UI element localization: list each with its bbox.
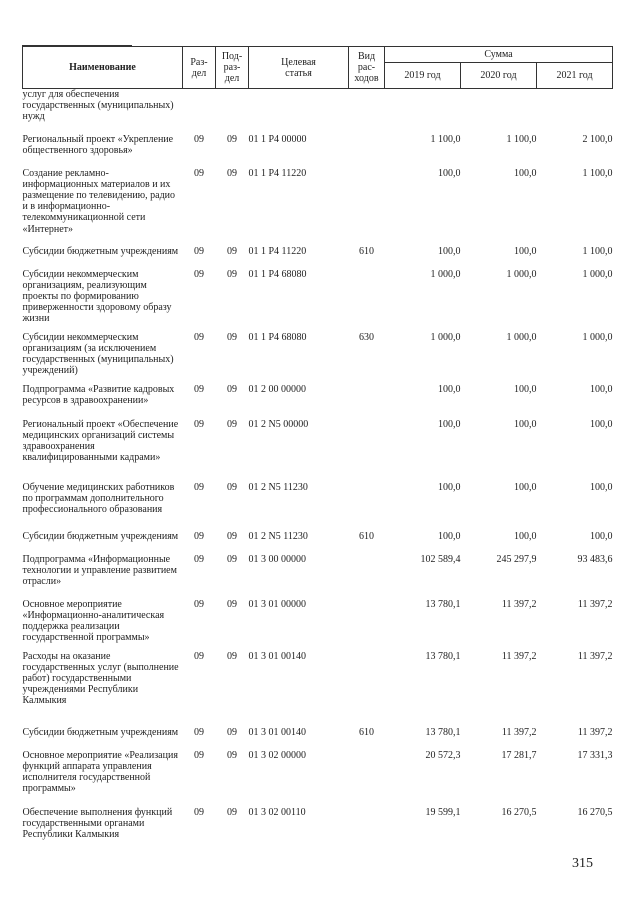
cell-podrazdel: 09 <box>227 650 237 662</box>
cell-sum-2019: 102 589,4 <box>420 553 461 565</box>
cell-podrazdel: 09 <box>227 726 237 738</box>
cell-sum-2019: 100,0 <box>438 245 461 257</box>
cell-razdel: 09 <box>194 245 204 257</box>
cell-sum-2020: 245 297,9 <box>496 553 537 565</box>
cell-name: Субсидии некоммерческим организациям, реализующим проекты по формированию приверженности здоровому образу жизни <box>22 268 172 325</box>
table-row <box>23 651 613 727</box>
column-header-2019: 2019 год <box>385 63 461 89</box>
cell-sum-2021: 17 331,3 <box>577 749 613 761</box>
cell-expense-type <box>349 599 385 651</box>
cell-sum-2019: 1 000,0 <box>430 268 461 280</box>
column-header-name: Наименование <box>23 47 183 89</box>
cell-target-article: 01 2 N5 11230 <box>248 530 308 542</box>
cell-sum-2020: 100,0 <box>514 418 537 430</box>
cell-expense-type: 610 <box>359 245 374 257</box>
cell-razdel: 09 <box>194 268 204 280</box>
cell-sum-2019: 13 780,1 <box>425 650 461 662</box>
cell-target-article: 01 3 02 00000 <box>248 749 306 761</box>
cell-razdel <box>183 89 216 134</box>
cell-sum-2020: 17 281,7 <box>501 749 537 761</box>
cell-razdel: 09 <box>194 331 204 343</box>
cell-sum-2019: 100,0 <box>438 481 461 493</box>
table-row <box>23 246 613 269</box>
cell-expense-type <box>349 168 385 246</box>
cell-podrazdel: 09 <box>227 553 237 565</box>
cell-sum-2021: 2 100,0 <box>582 133 613 145</box>
table-row <box>23 168 613 246</box>
column-header-2020: 2020 год <box>461 63 537 89</box>
cell-name: Основное мероприятие «Реализация функций аппарата управления исполнителя государственной программы» <box>22 749 178 795</box>
cell-sum-2020 <box>461 89 537 134</box>
cell-podrazdel: 09 <box>227 167 237 179</box>
table-row <box>23 419 613 482</box>
cell-name: Создание рекламно-информационных материалов и их размещение по телевидению, радио и в информационно-телекоммуникационной сети «Интернет» <box>22 167 176 235</box>
cell-sum-2019: 19 599,1 <box>425 806 461 818</box>
cell-razdel: 09 <box>194 481 204 493</box>
cell-sum-2020: 100,0 <box>514 167 537 179</box>
table-row <box>23 332 613 384</box>
cell-sum-2019: 100,0 <box>438 418 461 430</box>
cell-razdel: 09 <box>194 553 204 565</box>
cell-sum-2021: 11 397,2 <box>577 650 613 662</box>
table-row <box>23 269 613 332</box>
cell-expense-type <box>349 269 385 332</box>
cell-sum-2021: 1 000,0 <box>582 331 613 343</box>
cell-sum-2019: 13 780,1 <box>425 726 461 738</box>
cell-name: Субсидии бюджетным учреждениям <box>22 245 179 257</box>
cell-sum-2021: 1 000,0 <box>582 268 613 280</box>
cell-sum-2020: 100,0 <box>514 481 537 493</box>
column-header-2021: 2021 год <box>537 63 613 89</box>
cell-expense-type <box>349 384 385 419</box>
cell-sum-2020: 11 397,2 <box>501 598 537 610</box>
column-header-razdel: Раз- дел <box>183 47 216 89</box>
cell-sum-2021: 100,0 <box>590 530 613 542</box>
cell-expense-type: 630 <box>359 331 374 343</box>
cell-expense-type <box>349 750 385 807</box>
cell-sum-2021: 100,0 <box>590 481 613 493</box>
cell-target-article: 01 3 01 00140 <box>248 726 306 738</box>
table-row <box>23 482 613 531</box>
cell-razdel: 09 <box>194 650 204 662</box>
table-header <box>23 47 613 89</box>
cell-name: Подпрограмма «Развитие кадровых ресурсов в здравоохранении» <box>22 383 175 406</box>
cell-razdel: 09 <box>194 418 204 430</box>
cell-name: Расходы на оказание государственных услуг (выполнение работ) государственными учреждениями Республики Калмыкия <box>22 650 179 707</box>
cell-sum-2019: 20 572,3 <box>425 749 461 761</box>
cell-sum-2019: 100,0 <box>438 530 461 542</box>
cell-sum-2021 <box>537 89 613 134</box>
cell-sum-2020: 16 270,5 <box>501 806 537 818</box>
cell-podrazdel: 09 <box>227 806 237 818</box>
cell-name: Подпрограмма «Информационные технологии и управление развитием отрасли» <box>22 553 177 587</box>
cell-expense-type: 610 <box>359 726 374 738</box>
cell-sum-2020: 1 000,0 <box>506 268 537 280</box>
cell-sum-2021: 16 270,5 <box>577 806 613 818</box>
table-row <box>23 554 613 599</box>
cell-podrazdel: 09 <box>227 530 237 542</box>
cell-expense-type: 610 <box>359 530 374 542</box>
cell-name: Субсидии бюджетным учреждениям <box>22 530 179 542</box>
cell-razdel: 09 <box>194 806 204 818</box>
cell-sum-2020: 100,0 <box>514 383 537 395</box>
cell-sum-2020: 1 000,0 <box>506 331 537 343</box>
cell-expense-type <box>349 419 385 482</box>
cell-razdel: 09 <box>194 726 204 738</box>
cell-podrazdel: 09 <box>227 133 237 145</box>
cell-razdel: 09 <box>194 530 204 542</box>
cell-name: услуг для обеспечения государственных (муниципальных) нужд <box>22 89 174 123</box>
cell-razdel: 09 <box>194 167 204 179</box>
cell-target-article: 01 3 02 00110 <box>248 806 306 818</box>
page-number: 315 <box>572 856 593 871</box>
cell-name: Субсидии некоммерческим организациям (за исключением государственных (муниципальных) учреждений) <box>22 331 174 377</box>
table-row <box>23 807 613 847</box>
column-header-expense-type: Вид рас- ходов <box>349 47 385 89</box>
budget-table <box>22 46 613 847</box>
cell-sum-2021: 1 100,0 <box>582 167 613 179</box>
cell-sum-2019: 13 780,1 <box>425 598 461 610</box>
table-row <box>23 599 613 651</box>
cell-name: Обучение медицинских работников по программам дополнительного профессионального образования <box>22 481 175 515</box>
cell-podrazdel: 09 <box>227 598 237 610</box>
column-header-sum: Сумма <box>385 47 613 63</box>
cell-razdel: 09 <box>194 383 204 395</box>
cell-name: Обеспечение выполнения функций государственными органами Республики Калмыкия <box>22 806 173 840</box>
cell-sum-2019: 1 100,0 <box>430 133 461 145</box>
cell-target-article: 01 1 P4 11220 <box>248 245 307 257</box>
cell-sum-2019 <box>385 89 461 134</box>
cell-target-article: 01 3 01 00140 <box>248 650 306 662</box>
cell-target-article: 01 1 P4 68080 <box>248 268 307 280</box>
cell-name: Основное мероприятие «Информационно-аналитическая поддержка реализации государственной программы» <box>22 598 165 644</box>
cell-razdel: 09 <box>194 598 204 610</box>
table-row <box>23 750 613 807</box>
cell-podrazdel: 09 <box>227 749 237 761</box>
cell-sum-2019: 100,0 <box>438 383 461 395</box>
table-row <box>23 134 613 168</box>
cell-target-article: 01 1 P4 11220 <box>248 167 307 179</box>
column-header-target-article: Целевая статья <box>249 47 349 89</box>
cell-target-article: 01 2 N5 11230 <box>248 481 308 493</box>
table-row <box>23 727 613 750</box>
cell-target-article: 01 1 P4 68080 <box>248 331 307 343</box>
cell-sum-2019: 100,0 <box>438 167 461 179</box>
cell-expense-type <box>349 651 385 727</box>
cell-podrazdel: 09 <box>227 268 237 280</box>
cell-sum-2021: 11 397,2 <box>577 598 613 610</box>
cell-podrazdel <box>216 89 249 134</box>
cell-sum-2021: 1 100,0 <box>582 245 613 257</box>
cell-sum-2020: 11 397,2 <box>501 650 537 662</box>
cell-name: Субсидии бюджетным учреждениям <box>22 726 179 738</box>
cell-sum-2021: 93 483,6 <box>577 553 613 565</box>
cell-sum-2019: 1 000,0 <box>430 331 461 343</box>
cell-podrazdel: 09 <box>227 331 237 343</box>
cell-sum-2020: 1 100,0 <box>506 133 537 145</box>
cell-sum-2020: 100,0 <box>514 245 537 257</box>
table-body <box>23 89 613 847</box>
cell-razdel: 09 <box>194 749 204 761</box>
cell-podrazdel: 09 <box>227 481 237 493</box>
cell-podrazdel: 09 <box>227 418 237 430</box>
cell-target-article <box>249 89 349 134</box>
cell-name: Региональный проект «Обеспечение медицинских организаций системы здравоохранения квалифицированными кадрами» <box>22 418 179 464</box>
cell-expense-type <box>349 554 385 599</box>
cell-podrazdel: 09 <box>227 245 237 257</box>
cell-expense-type <box>349 482 385 531</box>
cell-sum-2020: 11 397,2 <box>501 726 537 738</box>
cell-expense-type <box>349 807 385 847</box>
cell-podrazdel: 09 <box>227 383 237 395</box>
cell-razdel: 09 <box>194 133 204 145</box>
table-row <box>23 531 613 554</box>
cell-sum-2021: 11 397,2 <box>577 726 613 738</box>
cell-sum-2020: 100,0 <box>514 530 537 542</box>
cell-expense-type <box>349 89 385 134</box>
cell-target-article: 01 3 01 00000 <box>248 598 306 610</box>
cell-expense-type <box>349 134 385 168</box>
cell-target-article: 01 2 00 00000 <box>248 383 306 395</box>
cell-sum-2021: 100,0 <box>590 383 613 395</box>
column-header-podrazdel: Под- раз- дел <box>216 47 249 89</box>
cell-target-article: 01 3 00 00000 <box>248 553 306 565</box>
cell-target-article: 01 1 P4 00000 <box>248 133 307 145</box>
cell-name: Региональный проект «Укрепление общественного здоровья» <box>22 133 174 156</box>
cell-sum-2021: 100,0 <box>590 418 613 430</box>
table-row <box>23 89 613 134</box>
cell-target-article: 01 2 N5 00000 <box>248 418 309 430</box>
table-row <box>23 384 613 419</box>
